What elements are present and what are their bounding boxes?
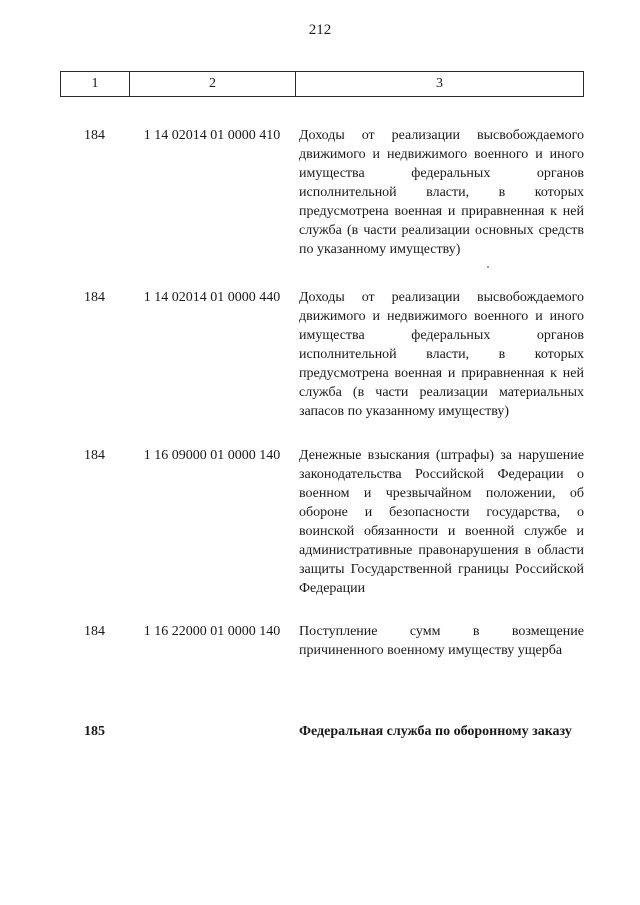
income-description: Доходы от реализации высвобождаемого движимого и недвижимого военного и иного имущества федеральных органов исполнительной власти, в которых предусмотрена военная и приравненная к ней служба (в части реализации материальных запасов по указанному имуществу) xyxy=(299,290,584,419)
table-body xyxy=(60,126,584,688)
section-heading xyxy=(60,722,584,782)
income-description: Доходы от реализации высвобождаемого движимого и недвижимого военного и иного имущества федеральных органов исполнительной власти, в которых предусмотрена военная и приравненная к ней служба (в части реализации основных средств по указанному имуществу) xyxy=(299,128,584,257)
table-header xyxy=(60,71,584,97)
table-row xyxy=(60,446,584,616)
admin-code: 184 xyxy=(84,448,105,463)
admin-code: 184 xyxy=(84,290,105,305)
admin-code: 184 xyxy=(84,128,105,143)
admin-code: 184 xyxy=(84,624,105,639)
income-code: 1 14 02014 01 0000 410 xyxy=(143,128,281,143)
income-code: 1 14 02014 01 0000 440 xyxy=(143,290,281,305)
section-admin-code: 185 xyxy=(84,724,105,739)
header-col-2: 2 xyxy=(130,72,296,96)
table-row xyxy=(60,622,584,682)
table-row xyxy=(60,288,584,440)
table-row xyxy=(60,126,584,282)
header-col-3: 3 xyxy=(436,76,443,91)
income-description: Поступление сумм в возмещение причиненного военному имуществу ущерба xyxy=(299,624,584,658)
section-title: Федеральная служба по оборонному заказу xyxy=(299,724,572,739)
income-code: 1 16 09000 01 0000 140 xyxy=(143,448,281,463)
income-code: 1 16 22000 01 0000 140 xyxy=(143,624,281,639)
page-number: 212 xyxy=(308,22,332,38)
income-description: Денежные взыскания (штрафы) за нарушение законодательства Российской Федерации о военном и чрезвычайном положении, об обороне и безопасности государства, о воинской обязанности и военной службе и административные правонарушения в области защиты Государственной границы Российской Федерации xyxy=(299,448,584,596)
scan-speck xyxy=(487,266,489,268)
header-col-1: 1 xyxy=(61,72,130,96)
